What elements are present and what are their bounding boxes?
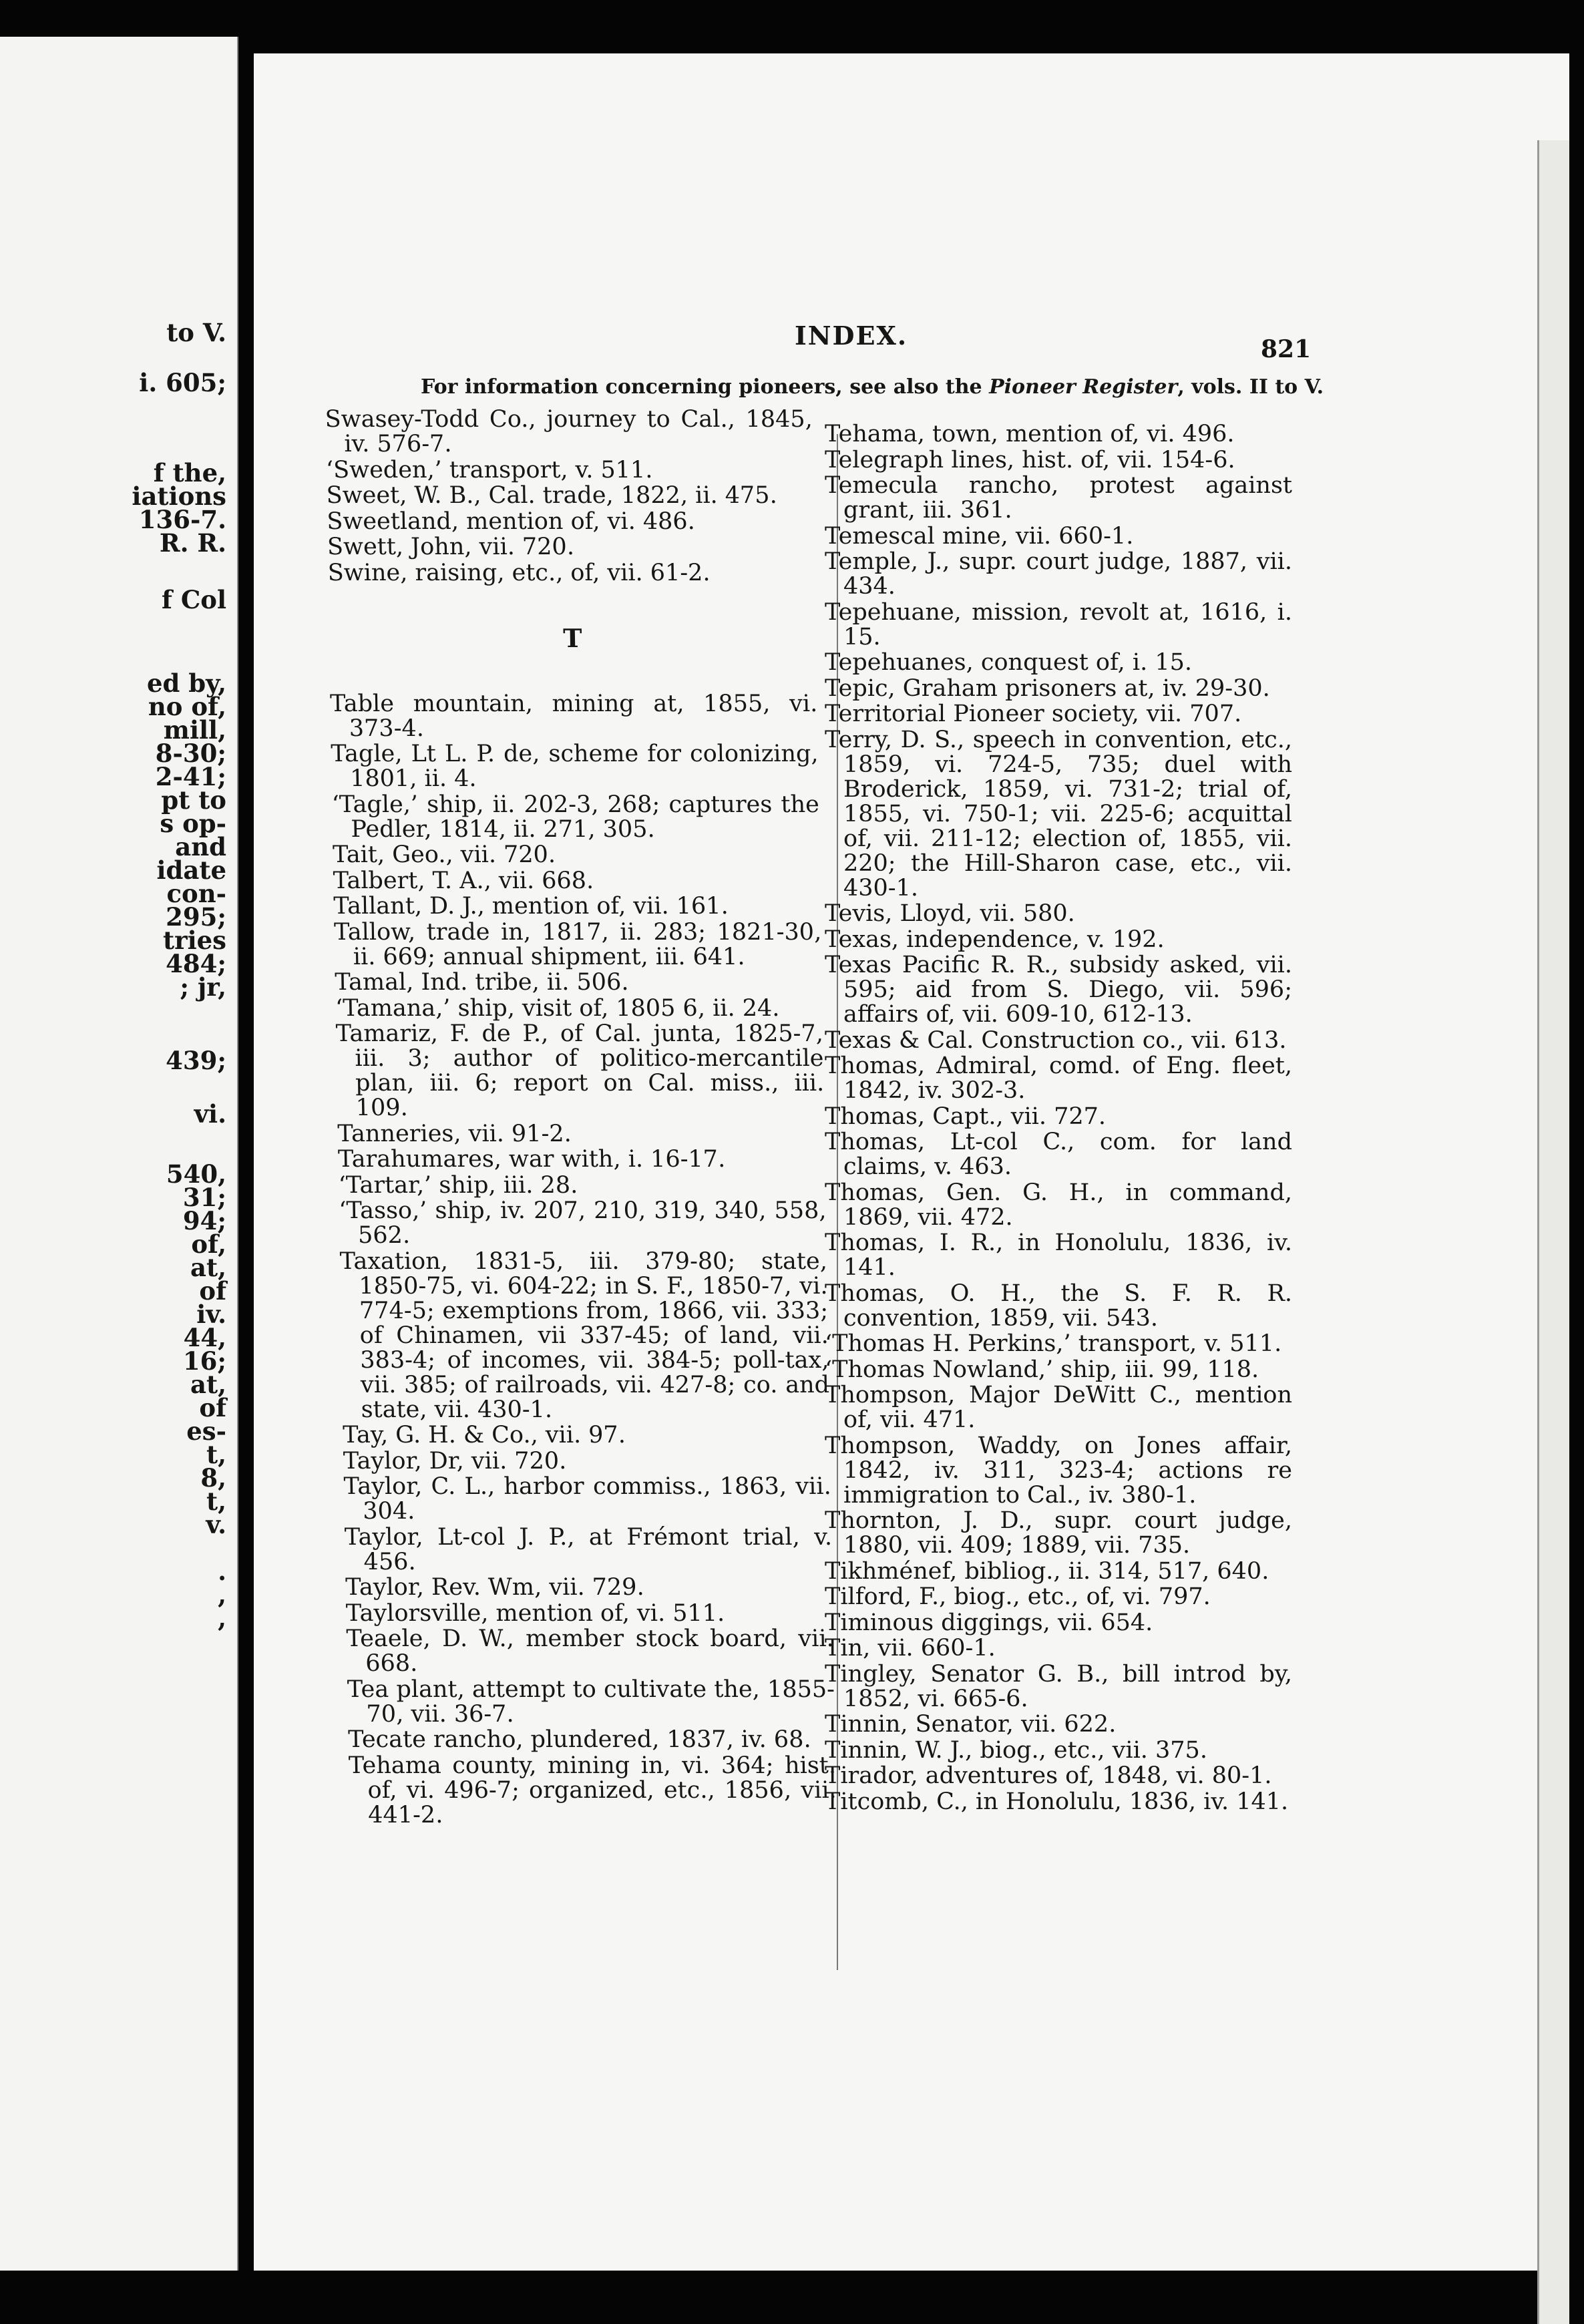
index-entry: Thornton, J. D., supr. court judge, 1880, vii. 409; 1889, vii. 735. <box>825 1507 1292 1559</box>
index-entry: Temescal mine, vii. 660-1. <box>825 522 1134 550</box>
left-page-text-fragment: 484; <box>166 949 226 978</box>
left-page-text-fragment: pt to <box>161 785 226 815</box>
index-entry: Tallow, trade in, 1817, ii. 283; 1821-30, ii. 669; annual shipment, iii. 641. <box>333 918 822 970</box>
index-entry: Tehama, town, mention of, vi. 496. <box>825 421 1235 447</box>
header-note <box>421 375 1324 399</box>
left-page-text-fragment: 2-41; <box>155 762 226 791</box>
index-entry: Tanneries, vii. 91-2. <box>337 1120 572 1147</box>
left-page-text-fragment: , <box>218 1603 226 1633</box>
index-entry: Sweetland, mention of, vi. 486. <box>327 508 696 535</box>
index-entry: Tehama county, mining in, vi. 364; hist. of, vi. 496-7; organized, etc., 1856, vii. 441-2. <box>348 1752 837 1828</box>
left-page-text-fragment: R. R. <box>159 528 226 558</box>
index-entry: Tepehuane, mission, revolt at, 1616, i. 15. <box>825 598 1292 650</box>
index-entry: Taylorsville, mention of, vi. 511. <box>345 1599 725 1627</box>
index-column-right <box>825 422 1292 1815</box>
index-entry: Terry, D. S., speech in convention, etc., 1859, vi. 724-5, 735; duel with Broderick, 1859, vi. 731-2; trial of, 1855, vi. 750-1; vii. 225-6; acquittal of, vii. 211-12; election of, 1855, vii. 220; the Hill-Sharon case, etc., vii. 430-1. <box>825 726 1292 902</box>
index-entry: Tin, vii. 660-1. <box>825 1635 996 1662</box>
index-entry: Tilford, F., biog., etc., of, vi. 797. <box>825 1583 1211 1610</box>
index-entry: Tingley, Senator G. B., bill introd by, 1852, vi. 665-6. <box>825 1660 1292 1712</box>
left-page-text-fragment: con- <box>166 879 226 908</box>
index-entry: Taylor, Rev. Wm, vii. 729. <box>345 1574 644 1601</box>
left-page-text-fragment: iations <box>132 481 226 511</box>
index-entry: Texas Pacific R. R., subsidy asked, vii. 595; aid from S. Diego, vii. 596; affairs of, vii. 609-10, 612-13. <box>825 952 1292 1028</box>
index-entry: Table mountain, mining at, 1855, vi. 373-4. <box>329 690 818 742</box>
index-entry: Swasey-Todd Co., journey to Cal., 1845, iv. 576-7. <box>325 406 813 457</box>
index-entry: Tamariz, F. de P., of Cal. junta, 1825-7, iii. 3; author of politico-mercantile plan, iii. 6; report on Cal. miss., iii. 109. <box>335 1020 825 1121</box>
left-page-text-fragment: of <box>199 1393 226 1422</box>
left-page-text-fragment: s op- <box>160 809 226 838</box>
left-page-text-fragment: 16; <box>182 1346 226 1376</box>
left-page-text-fragment: 8, <box>200 1463 226 1493</box>
index-entry: Thompson, Waddy, on Jones affair, 1842, iv. 311, 323-4; actions re immigration to Cal., iv. 380-1. <box>825 1432 1292 1509</box>
index-entry: ‘Tasso,’ ship, iv. 207, 210, 319, 340, 558, 562. <box>339 1197 827 1249</box>
index-entry: Telegraph lines, hist. of, vii. 154-6. <box>825 446 1235 473</box>
index-entry: ‘Thomas Nowland,’ ship, iii. 99, 118. <box>825 1356 1259 1383</box>
left-page-text-fragment: of <box>199 1276 226 1306</box>
left-page-text-fragment: t, <box>206 1440 226 1469</box>
index-entry: Tait, Geo., vii. 720. <box>332 841 556 868</box>
index-entry: Tepehuanes, conquest of, i. 15. <box>825 649 1193 676</box>
index-entry: Taylor, Dr, vii. 720. <box>343 1447 567 1475</box>
index-entry: Tea plant, attempt to cultivate the, 1855-70, vii. 36-7. <box>347 1676 835 1728</box>
index-entry: Thomas, I. R., in Honolulu, 1836, iv. 141. <box>825 1229 1292 1281</box>
index-entry: Thomas, Admiral, comd. of Eng. fleet, 1842, iv. 302-3. <box>825 1052 1292 1104</box>
index-entry: Titcomb, C., in Honolulu, 1836, iv. 141. <box>825 1788 1289 1815</box>
page-number: 821 <box>1261 335 1312 363</box>
index-entry: ‘Sweden,’ transport, v. 511. <box>325 456 653 483</box>
index-entry: ‘Thomas H. Perkins,’ transport, v. 511. <box>825 1330 1282 1357</box>
left-page-text-fragment: of, <box>191 1229 226 1259</box>
index-entry: Thompson, Major DeWitt C., mention of, vii. 471. <box>825 1382 1292 1433</box>
index-column-left <box>325 407 837 1828</box>
left-page-text-fragment: to V. <box>166 318 226 347</box>
page-title: INDEX. <box>795 321 908 351</box>
header-note-prefix: For information concerning pioneers, see also the <box>421 375 990 399</box>
index-entry: Tay, G. H. & Co., vii. 97. <box>342 1422 626 1448</box>
index-entry: Talbert, T. A., vii. 668. <box>333 867 594 894</box>
index-entry: ‘Tagle,’ ship, ii. 202-3, 268; captures the Pedler, 1814, ii. 271, 305. <box>331 791 820 843</box>
index-entry: Teaele, D. W., member stock board, vii. 668. <box>346 1625 834 1677</box>
index-entry: Texas & Cal. Construction co., vii. 613. <box>825 1026 1287 1054</box>
left-page-text-fragment: tries <box>162 926 226 955</box>
left-page-text-fragment: 540, <box>166 1159 226 1189</box>
left-page-text-fragment: i. 605; <box>139 368 226 397</box>
index-entry: ‘Tamana,’ ship, visit of, 1805 6, ii. 24. <box>335 994 780 1022</box>
index-entry: Texas, independence, v. 192. <box>825 926 1165 953</box>
left-page-text-fragment: 44, <box>183 1323 226 1352</box>
index-entry: Taylor, C. L., harbor commiss., 1863, vii. 304. <box>343 1473 831 1525</box>
index-entry: Thomas, Gen. G. H., in command, 1869, vii. 472. <box>825 1179 1292 1231</box>
index-entry: Temple, J., supr. court judge, 1887, vii. 434. <box>825 548 1292 600</box>
header-note-italic: Pioneer Register <box>989 375 1178 399</box>
left-page-text-fragment: iv. <box>196 1300 226 1329</box>
index-entry: Sweet, W. B., Cal. trade, 1822, ii. 475. <box>326 482 777 509</box>
index-entry: Taxation, 1831-5, iii. 379-80; state, 1850-75, vi. 604-22; in S. F., 1850-7, vi. 774-5; exemptions from, 1866, vii. 333; of Chinamen, vii 337-45; of land, vii. 383-4; of incomes, vii. 384-5; poll-tax, vii. 385; of railroads, vii. 427-8; co. and state, vii. 430-1. <box>339 1247 830 1423</box>
left-page-text-fragment: at, <box>190 1370 226 1399</box>
left-page-text-fragment: and <box>175 832 226 861</box>
left-page-text-fragment: idate <box>156 855 226 885</box>
index-entry: Tinnin, Senator, vii. 622. <box>825 1711 1117 1738</box>
left-page-text-fragment: 295; <box>166 902 226 932</box>
left-page-text-fragment: 439; <box>166 1046 226 1075</box>
index-entry: Thomas, Capt., vii. 727. <box>825 1103 1107 1130</box>
page-edge <box>1537 140 1569 2324</box>
left-page-text-fragment: f the, <box>153 458 226 488</box>
left-page-text-fragment: 31; <box>182 1183 226 1212</box>
left-page-text-fragment: 94; <box>182 1206 226 1235</box>
index-entry: Tagle, Lt L. P. de, scheme for colonizing, 1801, ii. 4. <box>331 741 819 792</box>
left-page-text-fragment: vi. <box>194 1099 226 1129</box>
index-entry: Territorial Pioneer society, vii. 707. <box>825 701 1242 727</box>
index-entry: Swine, raising, etc., of, vii. 61-2. <box>327 559 711 586</box>
index-entry: Thomas, O. H., the S. F. R. R. convention, 1859, vii. 543. <box>825 1280 1292 1332</box>
index-entry: Tamal, Ind. tribe, ii. 506. <box>335 969 629 996</box>
index-entry: Tikhménef, bibliog., ii. 314, 517, 640. <box>825 1557 1269 1585</box>
index-entry: Timinous diggings, vii. 654. <box>825 1609 1153 1636</box>
index-entry: Tevis, Lloyd, vii. 580. <box>825 900 1075 927</box>
left-page-text-fragment: ; jr, <box>180 972 226 1002</box>
index-entry: Thomas, Lt-col C., com. for land claims, v. 463. <box>825 1129 1292 1180</box>
left-page-text-fragment: no of, <box>148 692 226 721</box>
index-entry: Tinnin, W. J., biog., etc., vii. 375. <box>825 1736 1207 1764</box>
index-entry: ‘Tartar,’ ship, iii. 28. <box>338 1171 578 1199</box>
index-entry: Tallant, D. J., mention of, vii. 161. <box>333 893 729 920</box>
left-page-text-fragment: . <box>218 1557 226 1586</box>
left-page-text-fragment: v. <box>206 1510 226 1539</box>
header-note-suffix: , vols. II to V. <box>1177 375 1324 399</box>
index-entry: Swett, John, vii. 720. <box>327 534 575 560</box>
left-page-text-fragment: mill, <box>163 715 226 745</box>
index-entry: Tecate rancho, plundered, 1837, iv. 68. <box>347 1726 811 1753</box>
left-page-text-fragment: t, <box>206 1487 226 1516</box>
left-page-text-fragment: 136-7. <box>138 505 226 534</box>
section-letter: T <box>562 622 582 653</box>
index-entry: Tepic, Graham prisoners at, iv. 29-30. <box>825 674 1270 702</box>
left-page-fragment <box>0 37 238 2271</box>
index-entry: Tirador, adventures of, 1848, vi. 80-1. <box>825 1762 1272 1789</box>
left-page-text-fragment: 8-30; <box>155 739 226 768</box>
left-page-text-fragment: , <box>218 1580 226 1609</box>
index-entry: Taylor, Lt-col J. P., at Frémont trial, v. 456. <box>344 1523 833 1575</box>
index-entry: Tarahumares, war with, i. 16-17. <box>337 1146 726 1173</box>
index-entry: Temecula rancho, protest against grant, iii. 361. <box>825 472 1292 524</box>
left-page-text-fragment: at, <box>190 1253 226 1282</box>
left-page-text-fragment: ed by, <box>146 668 226 698</box>
left-page-text-fragment: f Col <box>162 585 226 614</box>
left-page-text-fragment: es- <box>186 1416 226 1446</box>
